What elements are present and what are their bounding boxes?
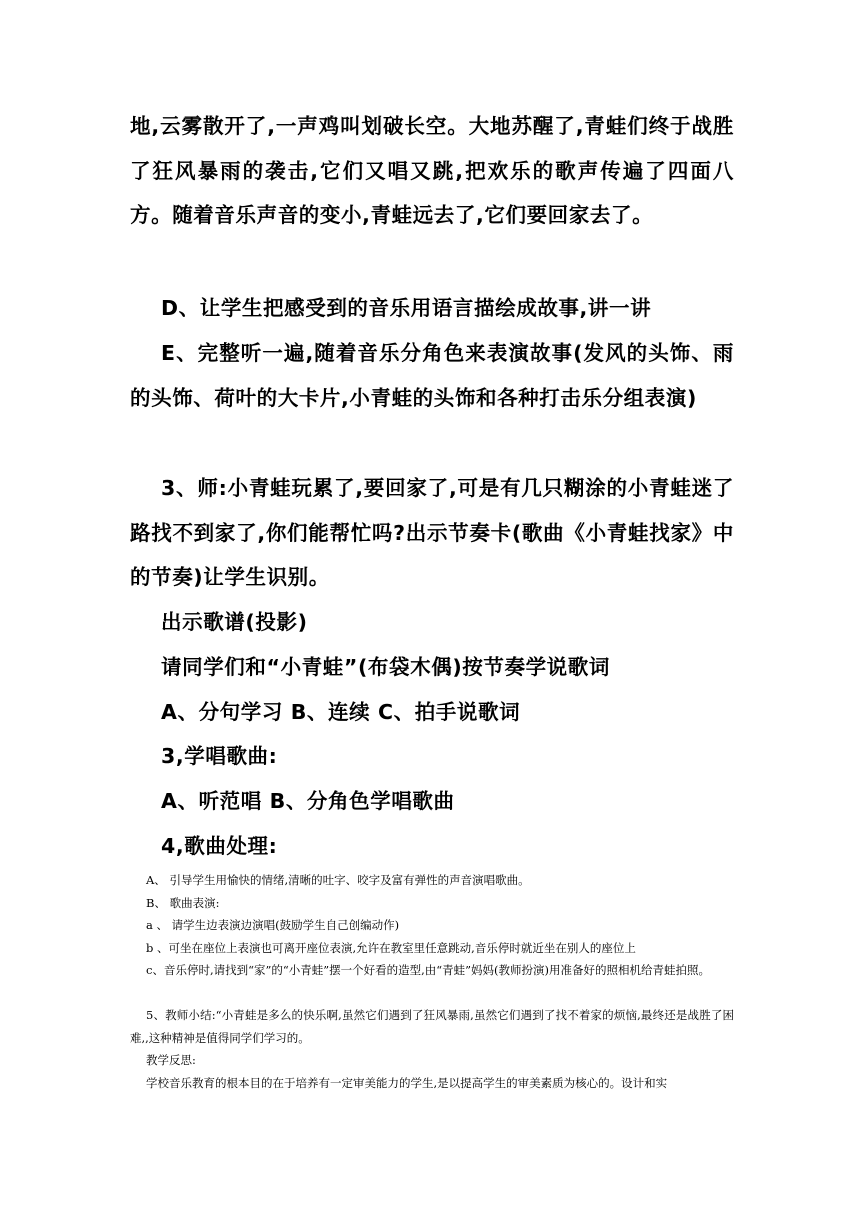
paragraph-learning-steps: A、分句学习 B、连续 C、拍手说歌词 <box>161 700 521 724</box>
paragraph-teacher-summary: 5、教师小结:“小青蛙是多么的快乐啊,虽然它们遇到了狂风暴雨,虽然它们遇到了找不着家的烦恼,最终还是战胜了困难,,这种精神是值得同学们学习的。 <box>130 1008 734 1045</box>
heading-teaching-reflection: 教学反思: <box>146 1053 196 1067</box>
paragraph-show-score: 出示歌谱(投影) <box>161 610 308 634</box>
paragraph-performance-c: c、音乐停时,请找到“家”的“小青蛙”摆一个好看的造型,由“青蛙”妈妈(教师扮演)用准备好的照相机给青蛙拍照。 <box>146 963 710 977</box>
paragraph-frog-story-ending: 地,云雾散开了,一声鸡叫划破长空。大地苏醒了,青蛙们终于战胜了狂风暴雨的袭击,它们又唱又跳,把欢乐的歌声传遍了四面八方。随着音乐声音的变小,青蛙远去了,它们要回家去了。 <box>130 114 734 227</box>
heading-song-treatment: 4,歌曲处理: <box>161 834 278 858</box>
paragraph-performance-b: b 、可坐在座位上表演也可离开座位表演,允许在教室里任意跳动,音乐停时就近坐在别人的座位上 <box>146 941 636 955</box>
paragraph-treatment-b: B、 歌曲表演: <box>146 896 220 910</box>
paragraph-step-e: E、完整听一遍,随着音乐分角色来表演故事(发风的头饰、雨的头饰、荷叶的大卡片,小青蛙的头饰和各种打击乐分组表演) <box>130 341 734 410</box>
paragraph-recite-lyrics: 请同学们和“小青蛙”(布袋木偶)按节奏学说歌词 <box>161 655 610 679</box>
paragraph-listen-sing: A、听范唱 B、分角色学唱歌曲 <box>161 789 455 813</box>
paragraph-treatment-a: A、 引导学生用愉快的情绪,清晰的吐字、咬字及富有弹性的声音演唱歌曲。 <box>146 873 530 887</box>
paragraph-performance-a: a 、 请学生边表演边演唱(鼓励学生自己创编动作) <box>146 918 400 932</box>
paragraph-step-3-rhythm: 3、师:小青蛙玩累了,要回家了,可是有几只糊涂的小青蛙迷了路找不到家了,你们能帮忙吗?出示节奏卡(歌曲《小青蛙找家》中的节奏)让学生识别。 <box>130 476 734 589</box>
paragraph-step-d: D、让学生把感受到的音乐用语言描绘成故事,讲一讲 <box>161 296 652 320</box>
paragraph-reflection-body: 学校音乐教育的根本目的在于培养有一定审美能力的学生,是以提高学生的审美素质为核心的。设计和实 <box>146 1076 668 1090</box>
heading-learn-song: 3,学唱歌曲: <box>161 744 278 768</box>
